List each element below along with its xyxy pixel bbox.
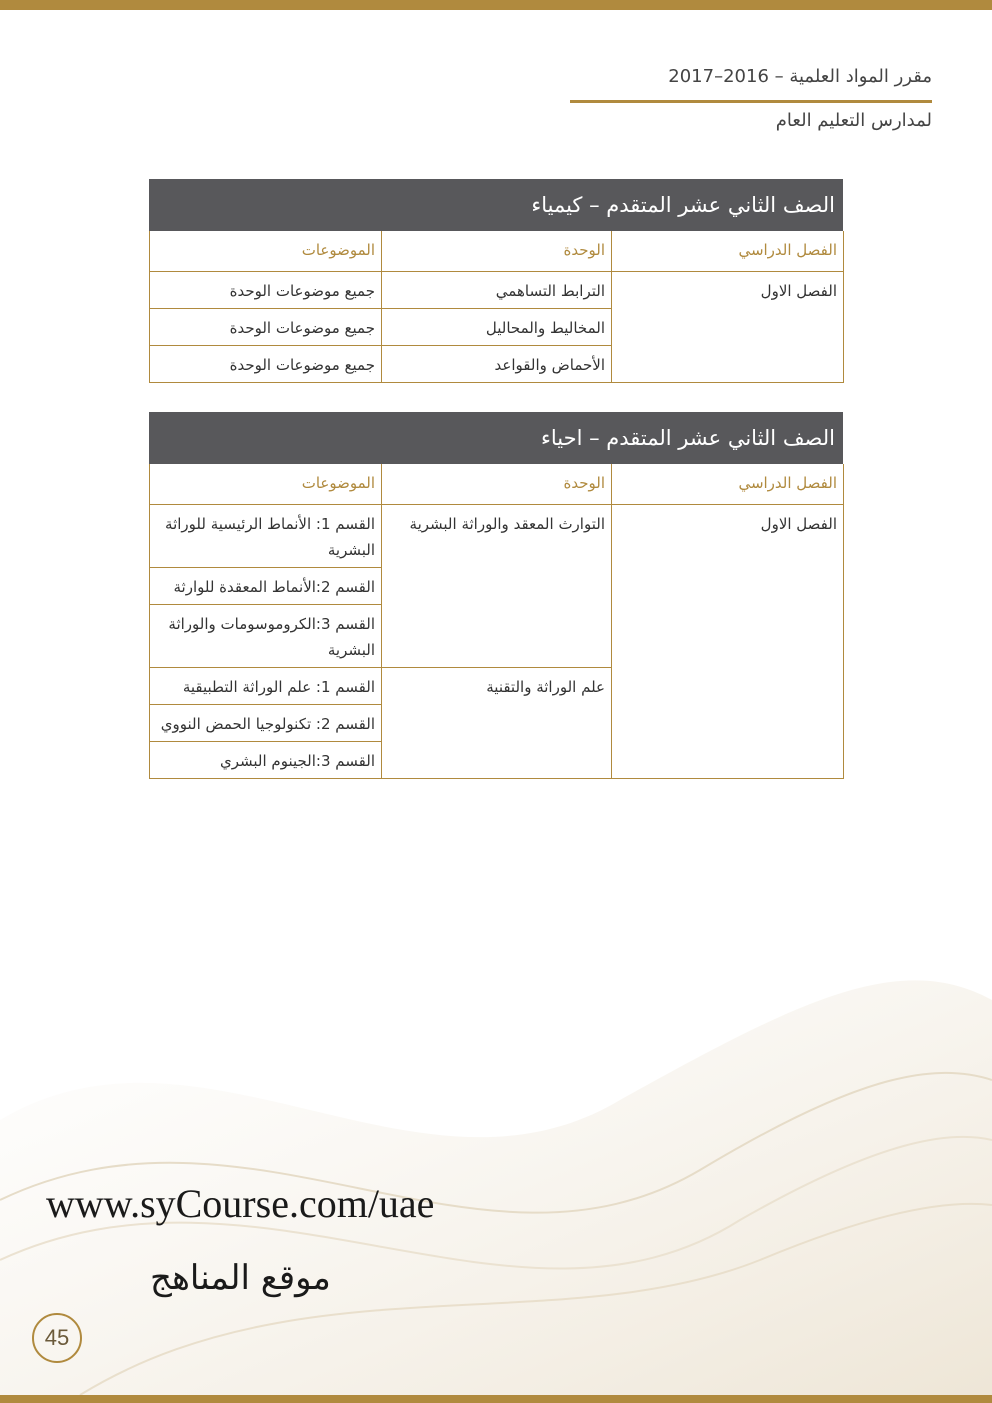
- table-header-row: [150, 464, 844, 505]
- topics-cell: القسم 2:الأنماط المعقدة للوارثة: [150, 568, 382, 605]
- column-header-topics: الموضوعات: [150, 231, 382, 272]
- column-header-unit: الوحدة: [382, 231, 612, 272]
- header-subtitle: لمدارس التعليم العام: [775, 110, 932, 131]
- chemistry-title: الصف الثاني عشر المتقدم – كيمياء: [149, 179, 843, 231]
- table-header-row: [150, 231, 844, 272]
- column-header-term: الفصل الدراسي: [612, 464, 844, 505]
- topics-cell: القسم 3:الجينوم البشري: [150, 742, 382, 779]
- topics-cell: القسم 2: تكنولوجيا الحمض النووي: [150, 705, 382, 742]
- topics-cell: القسم 1: الأنماط الرئيسية للوراثة البشرية: [150, 505, 382, 568]
- unit-cell: علم الوراثة والتقنية: [382, 668, 612, 779]
- column-header-topics: الموضوعات: [150, 464, 382, 505]
- chemistry-section: [149, 179, 843, 383]
- table-row: [150, 272, 844, 309]
- unit-cell: التوارث المعقد والوراثة البشرية: [382, 505, 612, 668]
- biology-table: [149, 464, 844, 779]
- page-number-badge: 45: [32, 1313, 82, 1363]
- background-wave-decoration: [0, 700, 992, 1395]
- header-course-title: مقرر المواد العلمية – 2016–2017: [668, 66, 932, 87]
- unit-cell: المخاليط والمحاليل: [382, 309, 612, 346]
- bottom-accent-bar: [0, 1395, 992, 1403]
- topics-cell: جميع موضوعات الوحدة: [150, 309, 382, 346]
- biology-title: الصف الثاني عشر المتقدم – احياء: [149, 412, 843, 464]
- biology-section: [149, 412, 843, 779]
- site-name: موقع المناهج: [150, 1258, 331, 1298]
- header-divider: [570, 100, 932, 103]
- topics-cell: جميع موضوعات الوحدة: [150, 272, 382, 309]
- topics-cell: القسم 3:الكروموسومات والوراثة البشرية: [150, 605, 382, 668]
- column-header-unit: الوحدة: [382, 464, 612, 505]
- top-accent-bar: [0, 0, 992, 10]
- unit-cell: الأحماض والقواعد: [382, 346, 612, 383]
- term-cell: الفصل الاول: [612, 272, 844, 383]
- term-cell: الفصل الاول: [612, 505, 844, 779]
- unit-cell: الترابط التساهمي: [382, 272, 612, 309]
- topics-cell: القسم 1: علم الوراثة التطبيقية: [150, 668, 382, 705]
- site-url[interactable]: www.syCourse.com/uae: [46, 1181, 435, 1226]
- column-header-term: الفصل الدراسي: [612, 231, 844, 272]
- table-row: [150, 505, 844, 568]
- chemistry-table: [149, 231, 844, 383]
- topics-cell: جميع موضوعات الوحدة: [150, 346, 382, 383]
